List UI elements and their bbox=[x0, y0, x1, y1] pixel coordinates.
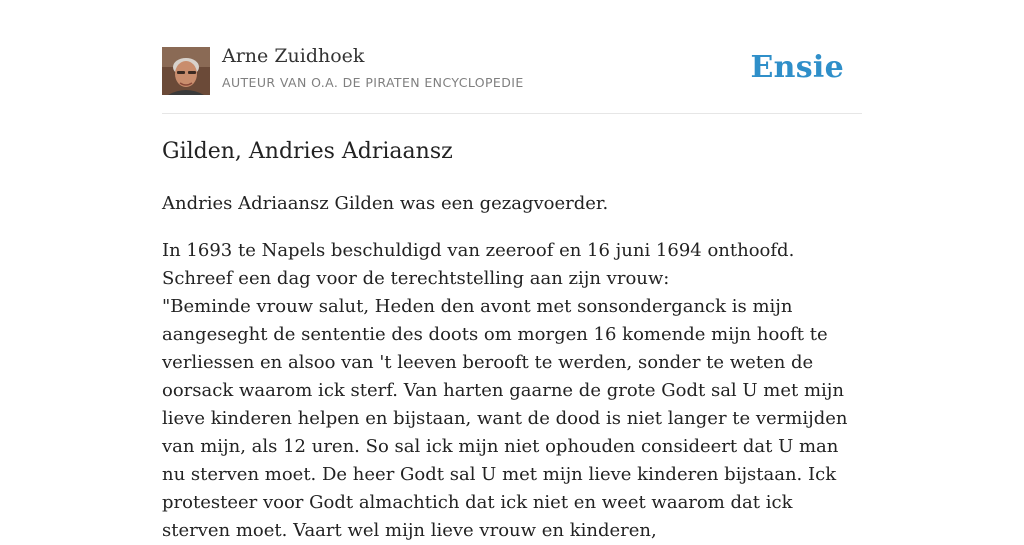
author-avatar[interactable] bbox=[162, 47, 210, 95]
article-title: Gilden, Andries Adriaansz bbox=[162, 139, 453, 164]
ensie-logo[interactable]: Ensie bbox=[750, 50, 844, 85]
author-subtitle: AUTEUR VAN O.A. DE PIRATEN ENCYCLOPEDIE bbox=[222, 75, 524, 90]
author-name[interactable]: Arne Zuidhoek bbox=[222, 45, 365, 67]
author-portrait-icon bbox=[162, 47, 210, 95]
article-header bbox=[162, 0, 862, 114]
article-body: In 1693 te Napels beschuldigd van zeeroof en 16 juni 1694 onthoofd. Schreef een dag voor de terechtstelling aan zijn vrouw: "Beminde vrouw salut, Heden den avont met sonsonderganck is mijn aangeseght de sententie des doots om morgen 16 komende mijn hooft te verliessen en alsoo van 't leeven berooft te werden, sonder te weten de oorsack waarom ick sterf. Van harten gaarne de grote Godt sal U met mijn lieve kinderen helpen en bijstaan, want de dood is niet langer te vermijden van mijn, als 12 uren. So sal ick mijn niet ophouden consideert dat U man nu sterven moet. De heer Godt sal U met mijn lieve kinderen bijstaan. Ick protesteer voor Godt almachtich dat ick niet en weet waarom dat ick sterven moet. Vaart wel mijn lieve vrouw en kinderen, bbox=[162, 240, 848, 541]
article-container bbox=[162, 0, 862, 541]
article-intro: Andries Adriaansz Gilden was een gezagvoerder. bbox=[162, 193, 609, 214]
